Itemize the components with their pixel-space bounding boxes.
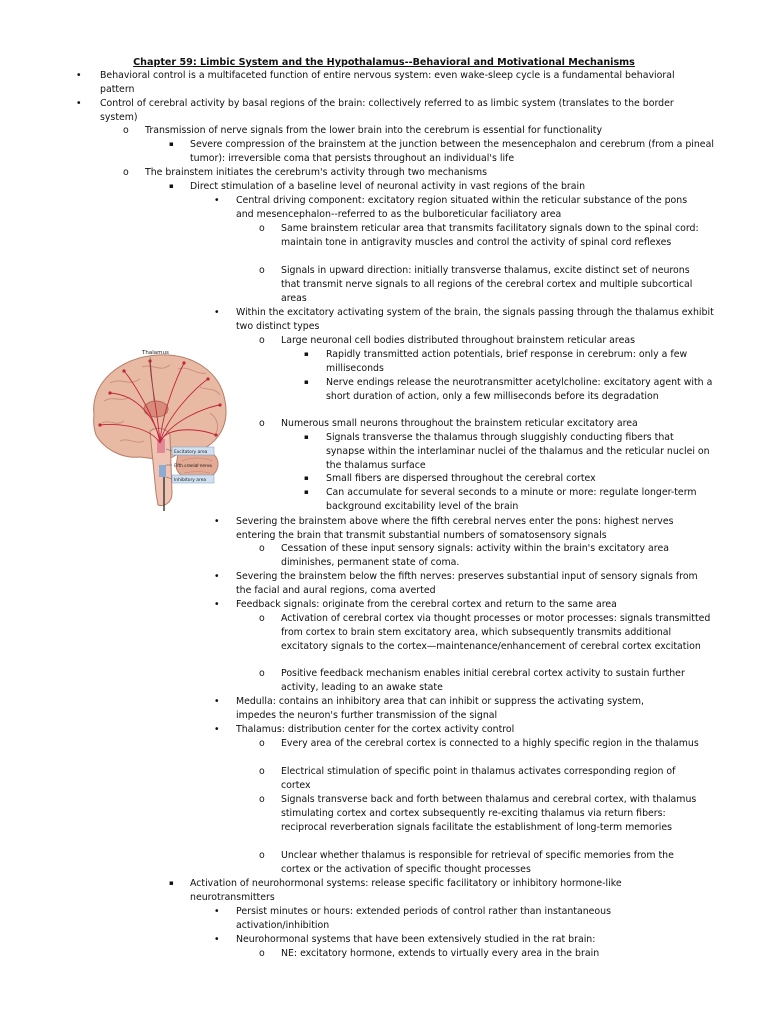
bullet-marker: o — [259, 738, 265, 749]
bullet-marker: • — [214, 934, 220, 945]
list-item-text: Rapidly transmitted action potentials, brief response in cerebrum: only a few milliseconds — [326, 349, 688, 374]
list-item — [259, 737, 701, 751]
list-item-text: Large neuronal cell bodies distributed throughout brainstem reticular areas — [281, 335, 635, 346]
bullet-marker: • — [214, 599, 220, 610]
list-item-text: Positive feedback mechanism enables initial cerebral cortex activity to sustain further activity, leading to an awake state — [281, 668, 685, 693]
list-item-text: Electrical stimulation of specific point in thalamus activates corresponding region of cortex — [281, 766, 676, 791]
list-item-text: Control of cerebral activity by basal regions of the brain: collectively referred to as limbic system (translates to the border system) — [100, 98, 674, 123]
list-item-text: NE: excitatory hormone, extends to virtually every area in the brain — [281, 948, 600, 959]
label-thalamus: Thalamus — [142, 350, 169, 356]
bullet-marker: • — [214, 516, 220, 527]
bullet-marker: o — [259, 223, 265, 234]
list-item — [76, 69, 700, 97]
list-item — [259, 765, 706, 793]
list-item — [214, 306, 716, 334]
list-item-text: Unclear whether thalamus is responsible for retrieval of specific memories from the cortex or the activation of specific thought processes — [281, 850, 674, 875]
label-inhibitory-area: Inhibitory area — [174, 478, 207, 483]
bullet-marker: o — [259, 850, 265, 861]
bullet-marker: • — [214, 696, 220, 707]
list-item — [304, 431, 710, 472]
bullet-marker: ▪ — [169, 879, 174, 887]
list-item — [259, 667, 701, 695]
bullet-marker: • — [214, 906, 220, 917]
list-item — [214, 570, 706, 598]
list-item — [304, 348, 718, 376]
list-item-text: The brainstem initiates the cerebrum's activity through two mechanisms — [145, 167, 488, 178]
list-item-text: Nerve endings release the neurotransmitter acetylcholine: excitatory agent with a short duration of action, only a few milliseconds before its degradation — [326, 377, 713, 402]
list-item-text: Central driving component: excitatory region situated within the reticular substance of the pons and mesencephalon--referred to as the bulboreticular faciliatory area — [236, 195, 688, 220]
list-item-text: Transmission of nerve signals from the lower brain into the cerebrum is essential for functionality — [145, 125, 603, 136]
list-item — [169, 138, 715, 166]
list-item-text: Medulla: contains an inhibitory area that can inhibit or suppress the activating system, impedes the neuron's further transmission of the signal — [236, 696, 644, 721]
list-item-text: Severing the brainstem above where the fifth cerebral nerves enter the pons: highest nerves entering the brain that transmit substantial numbers of somatosensory signals — [236, 516, 674, 541]
list-item-text: Direct stimulation of a baseline level of neuronal activity in vast regions of the brain — [190, 181, 586, 192]
list-item-text: Persist minutes or hours: extended periods of control rather than instantaneous activation/inhibition — [236, 906, 611, 931]
list-item — [214, 695, 686, 723]
bullet-marker: o — [259, 335, 265, 346]
list-item-text: Thalamus: distribution center for the cortex activity control — [236, 724, 515, 735]
bullet-marker: o — [259, 265, 265, 276]
list-item — [259, 793, 711, 834]
list-item — [259, 612, 711, 653]
list-item-text: Signals transverse the thalamus through sluggishly conducting fibers that synapse within the interlaminar nuclei of the thalamus and the reticular nuclei on the thalamus surface — [326, 432, 710, 471]
bullet-marker: o — [259, 948, 265, 959]
list-item — [123, 124, 705, 138]
bullet-marker: o — [259, 418, 265, 429]
list-item-text: Severing the brainstem below the fifth nerves: preserves substantial input of sensory signals from the facial and aural regions, coma averted — [236, 571, 698, 596]
list-item — [259, 222, 701, 250]
list-item — [214, 194, 700, 222]
list-item — [214, 515, 712, 543]
list-item — [123, 166, 705, 180]
bullet-marker: • — [76, 70, 82, 81]
list-item — [259, 334, 721, 348]
list-item — [214, 933, 706, 947]
bullet-marker: ▪ — [304, 433, 309, 441]
list-item-text: Same brainstem reticular area that transmits facilitatory signals down to the spinal cord: maintain tone in antigravity muscles and control the activity of spinal cord reflexes — [281, 223, 699, 248]
bullet-marker: ▪ — [304, 350, 309, 358]
bullet-marker: o — [123, 125, 129, 136]
bullet-marker: ▪ — [304, 378, 309, 386]
list-item-text: Neurohormonal systems that have been extensively studied in the rat brain: — [236, 934, 596, 945]
list-item — [304, 472, 716, 486]
bullet-marker: • — [76, 98, 82, 109]
bullet-marker: o — [123, 167, 129, 178]
list-item-text: Behavioral control is a multifaceted function of entire nervous system: even wake-sleep cycle is a fundamental behavioral pattern — [100, 70, 675, 95]
label-excitatory-area: Excitatory area — [174, 450, 208, 455]
list-item-text: Within the excitatory activating system of the brain, the signals passing through the thalamus exhibit two distinct types — [236, 307, 714, 332]
list-item — [214, 905, 656, 933]
list-item — [259, 417, 721, 431]
bullet-marker: ▪ — [304, 474, 309, 482]
bullet-marker: • — [214, 571, 220, 582]
list-item — [259, 542, 701, 570]
bullet-marker: • — [214, 195, 220, 206]
page-title: Chapter 59: Limbic System and the Hypothalamus--Behavioral and Motivational Mechanisms — [133, 57, 635, 68]
list-item-text: Activation of neurohormonal systems: release specific facilitatory or inhibitory hormone-like neurotransmitters — [190, 878, 622, 903]
bullet-marker: ▪ — [304, 488, 309, 496]
bullet-marker: • — [214, 724, 220, 735]
list-item-text: Numerous small neurons throughout the brainstem reticular excitatory area — [281, 418, 638, 429]
list-item-text: Feedback signals: originate from the cerebral cortex and return to the same area — [236, 599, 617, 610]
list-item — [304, 486, 706, 514]
bullet-marker: o — [259, 794, 265, 805]
bullet-marker: ▪ — [169, 182, 174, 190]
list-item-text: Activation of cerebral cortex via thought processes or motor processes: signals transmitted from cortex to brain stem excitatory area, which subsequently transmits additional excitatory signals to the cortex—maintenance/enhancement of cerebral cortex excitation — [281, 613, 711, 652]
list-item — [169, 877, 690, 905]
brain-figure — [80, 343, 240, 513]
list-item — [259, 849, 706, 877]
list-item — [76, 97, 694, 125]
list-item — [259, 264, 703, 305]
bullet-marker: o — [259, 668, 265, 679]
label-fifth-cranial-nerve: Fifth cranial nerve — [174, 463, 212, 468]
list-item-text: Cessation of these input sensory signals: activity within the brain's excitatory area diminishes, permanent state of coma. — [281, 543, 669, 568]
list-item-text: Can accumulate for several seconds to a minute or more: regulate longer-term background excitability level of the brain — [326, 487, 697, 512]
bullet-marker: • — [214, 307, 220, 318]
list-item-text: Every area of the cerebral cortex is connected to a highly specific region in the thalamus — [281, 738, 699, 749]
list-item — [169, 180, 715, 194]
list-item-text: Signals in upward direction: initially transverse thalamus, excite distinct set of neurons that transmit nerve signals to all regions of the cerebral cortex and multiple subcortical areas — [281, 265, 693, 304]
bullet-marker: o — [259, 543, 265, 554]
bullet-marker: o — [259, 613, 265, 624]
bullet-marker: o — [259, 766, 265, 777]
list-item-text: Signals transverse back and forth between thalamus and cerebral cortex, with thalamus stimulating cortex and cortex subsequently re-exciting thalamus via return fibers: reciprocal reverberation signals facilitate the establishment of long-term memories — [281, 794, 697, 833]
list-item — [214, 598, 706, 612]
list-item-text: Small fibers are dispersed throughout the cerebral cortex — [326, 473, 596, 484]
bullet-marker: ▪ — [169, 140, 174, 148]
list-item — [304, 376, 714, 404]
list-item — [259, 947, 701, 961]
list-item — [214, 723, 706, 737]
list-item-text: Severe compression of the brainstem at the junction between the mesencephalon and cerebrum (from a pineal tumor): irreversible coma that persists throughout an individual's life — [190, 139, 714, 164]
